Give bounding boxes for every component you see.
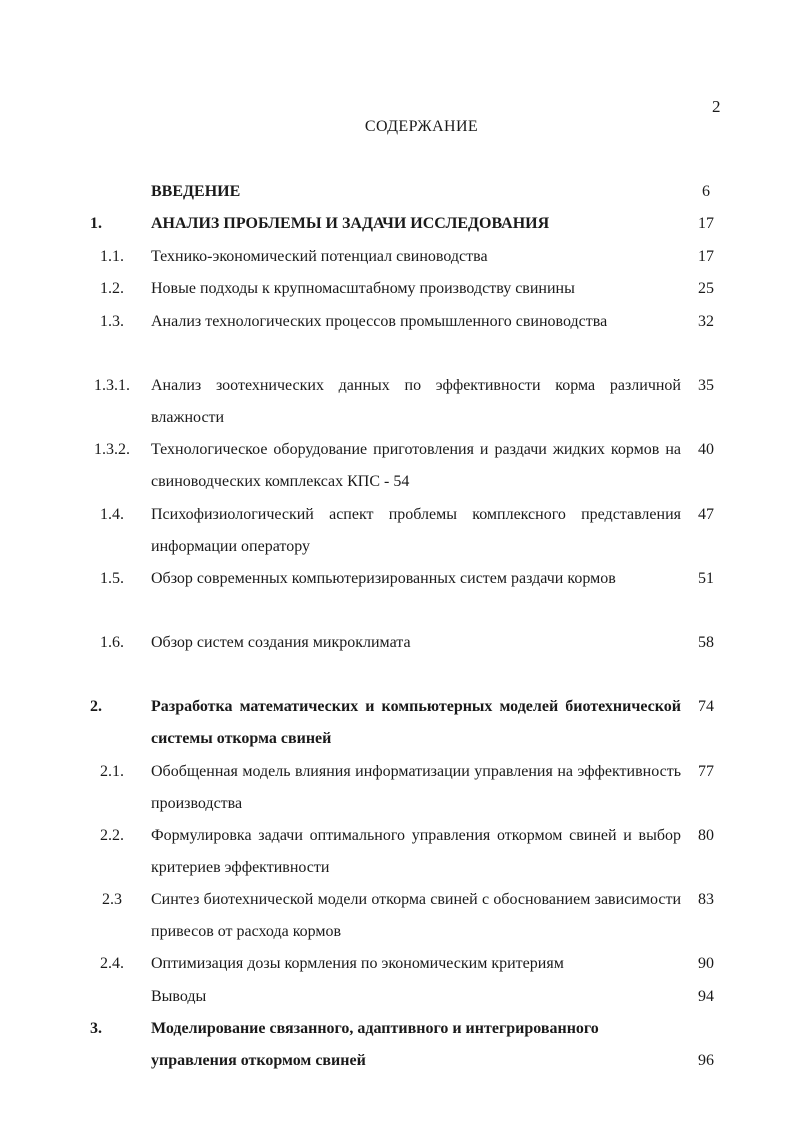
toc-page: 90: [698, 955, 714, 972]
toc-entry-text: Технологическое оборудование приготовления и раздачи жидких кормов на свиноводческих комплексах КПС - 54: [151, 441, 681, 490]
toc-page: 6: [702, 183, 710, 200]
toc-number: 1.3.2.: [94, 441, 130, 458]
toc-page: 94: [698, 988, 714, 1005]
toc-number: 2.3: [102, 891, 122, 908]
toc-entry-text: АНАЛИЗ ПРОБЛЕМЫ И ЗАДАЧИ ИССЛЕДОВАНИЯ: [151, 215, 550, 232]
toc-entry-text: ВВЕДЕНИЕ: [151, 183, 241, 200]
toc-number: 1.4.: [100, 506, 124, 523]
toc-page: 25: [698, 280, 714, 297]
toc-page: 58: [698, 634, 714, 651]
toc-number: 2.: [90, 698, 102, 715]
toc-entry-text: Моделирование связанного, адаптивного и интегрированного управления откормом свиней: [151, 1020, 599, 1069]
toc-page: 51: [698, 570, 714, 587]
toc-page: 83: [698, 891, 714, 908]
toc-page: 17: [698, 215, 714, 232]
toc-entry-text: Технико-экономический потенциал свиноводства: [151, 248, 488, 265]
toc-page: 17: [698, 248, 714, 265]
toc-page: 77: [698, 763, 714, 780]
toc-number: 2.2.: [100, 827, 124, 844]
toc-number: 2.1.: [100, 763, 124, 780]
toc-number: 2.4.: [100, 955, 124, 972]
toc-number: 1.: [90, 215, 102, 232]
toc-number: 1.5.: [100, 570, 124, 587]
toc-page: 96: [698, 1052, 714, 1069]
toc-number: 3.: [90, 1020, 102, 1037]
toc-entry-text: Психофизиологический аспект проблемы комплексного представления информации оператору: [151, 506, 681, 555]
toc-page: 40: [698, 441, 714, 458]
toc-page: 80: [698, 827, 714, 844]
toc-entry-text: Выводы: [151, 988, 207, 1005]
toc-entry-text: Обзор систем создания микроклимата: [151, 634, 411, 651]
page-number: 2: [712, 97, 721, 116]
toc-entry-text: Разработка математических и компьютерных моделей биотехнической системы откорма свиней: [151, 698, 681, 747]
toc-entry-text: Новые подходы к крупномасштабному производству свинины: [151, 280, 575, 297]
toc-number: 1.1.: [100, 248, 124, 265]
toc-number: 1.3.: [100, 313, 124, 330]
toc-page: 74: [698, 698, 714, 715]
toc-entry-text: Анализ зоотехнических данных по эффективности корма различной влажности: [151, 377, 681, 426]
toc-page: 32: [698, 313, 714, 330]
toc-entry-text: Оптимизация дозы кормления по экономическим критериям: [151, 955, 564, 972]
toc-number: 1.6.: [100, 634, 124, 651]
toc-title: СОДЕРЖАНИЕ: [364, 118, 479, 135]
toc-page: 47: [698, 506, 714, 523]
toc-number: 1.2.: [100, 280, 124, 297]
toc-number: 1.3.1.: [94, 377, 130, 394]
toc-page: 35: [698, 377, 714, 394]
toc-entry-text: Обобщенная модель влияния информатизации управления на эффективность производства: [151, 763, 681, 812]
toc-entry-text: Анализ технологических процессов промышленного свиноводства: [151, 313, 608, 330]
toc-entry-text: Обзор современных компьютеризированных систем раздачи кормов: [151, 570, 616, 587]
toc-entry-text: Формулировка задачи оптимального управления откормом свиней и выбор критериев эффективности: [151, 827, 681, 876]
toc-entry-text: Синтез биотехнической модели откорма свиней с обоснованием зависимости привесов от расхода кормов: [151, 891, 681, 940]
